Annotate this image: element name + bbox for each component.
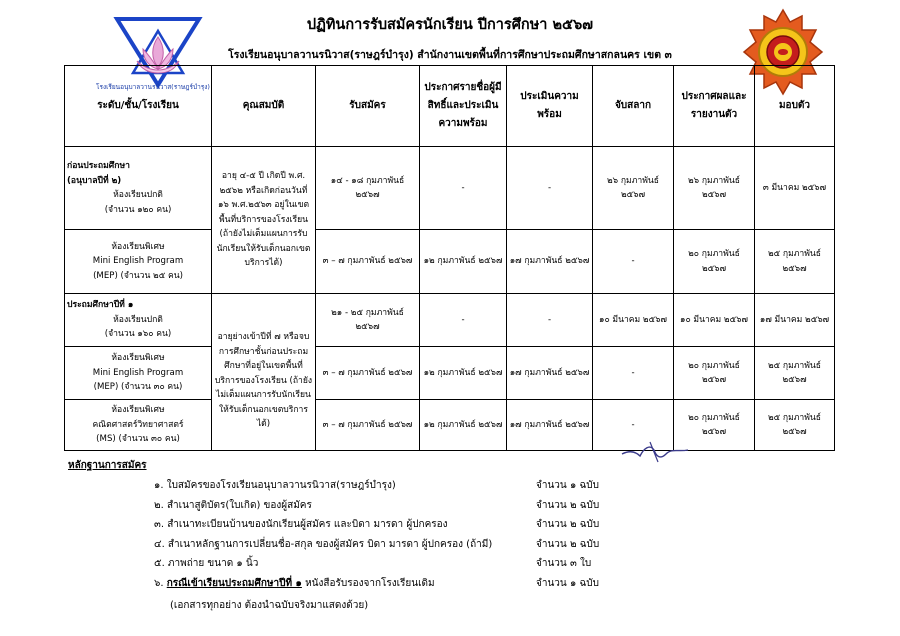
room-type: ห้องเรียนปกติ <box>113 314 163 325</box>
list-item <box>68 576 828 596</box>
lottery-cell: - <box>593 347 674 400</box>
room-detail: คณิตศาสตร์วิทยาศาสตร์ <box>92 419 184 430</box>
result-cell: ๑๐ มีนาคม ๒๕๖๗ <box>674 294 755 347</box>
apply-cell: ๓ – ๗ กุมภาพันธ์ ๒๕๖๗ <box>316 400 420 451</box>
room-count: (MEP) (จำนวน ๓๐ คน) <box>93 382 183 393</box>
documents-note: (เอกสารทุกอย่าง ต้องนำฉบับจริงมาแสดงด้วย) <box>170 600 369 611</box>
col-header-result: ประกาศผลและรายงานตัว <box>674 66 755 147</box>
schedule-table <box>64 65 835 451</box>
table-row <box>65 230 835 294</box>
document-qty: จำนวน ๑ ฉบับ <box>536 480 599 491</box>
room-count: (จำนวน ๑๒๐ คน) <box>104 204 172 215</box>
col-header-assess: ประเมินความพร้อม <box>507 66 593 147</box>
room-count: (MEP) (จำนวน ๒๕ คน) <box>93 270 183 281</box>
document-qty: จำนวน ๒ ฉบับ <box>536 519 600 530</box>
announce-cell: - <box>420 294 507 347</box>
page-subtitle: โรงเรียนอนุบาลวานรนิวาส(ราษฎร์บำรุง) สำนักงานเขตพื้นที่การศึกษาประถมศึกษาสกลนคร เขต ๓ <box>228 49 672 61</box>
table-row <box>65 147 835 230</box>
room-detail: Mini English Program <box>92 367 184 378</box>
col-header-lottery: จับสลาก <box>593 66 674 147</box>
result-cell: ๒๖ กุมภาพันธ์ ๒๕๖๗ <box>674 147 755 230</box>
table-header-row <box>65 66 835 147</box>
col-header-announce: ประกาศรายชื่อผู้มีสิทธิ์และประเมินความพร้อม <box>420 66 507 147</box>
lottery-cell: ๑๐ มีนาคม ๒๕๖๗ <box>593 294 674 347</box>
list-item <box>68 537 828 557</box>
col-header-level: ระดับ/ชั้น/โรงเรียน <box>65 66 212 147</box>
apply-cell: ๑๔ - ๑๘ กุมภาพันธ์ ๒๕๖๗ <box>316 147 420 230</box>
assess-cell: - <box>507 147 593 230</box>
level-subtitle: (อนุบาลปีที่ ๒) <box>67 175 122 186</box>
report-cell: ๑๗ มีนาคม ๒๕๖๗ <box>755 294 835 347</box>
lottery-cell: - <box>593 230 674 294</box>
assess-cell: ๑๗ กุมภาพันธ์ ๒๕๖๗ <box>507 230 593 294</box>
level-title: ประถมศึกษาปีที่ ๑ <box>67 300 134 311</box>
list-item <box>68 478 828 498</box>
document-item: ๒. สำเนาสูติบัตร(ใบเกิด) ของผู้สมัคร <box>154 499 312 511</box>
documents-section <box>68 458 828 611</box>
room-type: ห้องเรียนพิเศษ <box>111 241 165 252</box>
item6-underlined: กรณีเข้าเรียนประถมศึกษาปีที่ ๑ <box>166 577 302 589</box>
col-header-qualification: คุณสมบัติ <box>212 66 316 147</box>
document-item: ๕. ภาพถ่าย ขนาด ๑ นิ้ว <box>154 558 259 569</box>
level-cell <box>65 347 212 400</box>
apply-cell: ๓ – ๗ กุมภาพันธ์ ๒๕๖๗ <box>316 230 420 294</box>
report-cell: ๒๕ กุมภาพันธ์ ๒๕๖๗ <box>755 347 835 400</box>
qualification-cell: อายุ ๔-๕ ปี เกิดปี พ.ศ. ๒๕๖๒ หรือเกิดก่อนวันที่ ๑๖ พ.ศ.๒๕๖๓ อยู่ในเขตพื้นที่บริการของโรงเรียน (ถ้ายังไม่เต็มแผนการรับนักเรียนให้รับเด็กนอกเขตบริการได้) <box>212 147 316 294</box>
document-item <box>154 576 435 591</box>
document-qty: จำนวน ๑ ฉบับ <box>536 577 599 589</box>
level-cell <box>65 147 212 230</box>
room-detail: Mini English Program <box>92 256 184 267</box>
announce-cell: ๑๒ กุมภาพันธ์ ๒๕๖๗ <box>420 347 507 400</box>
assess-cell: ๑๗ กุมภาพันธ์ ๒๕๖๗ <box>507 400 593 451</box>
room-type: ห้องเรียนปกติ <box>113 190 163 200</box>
col-header-report: มอบตัว <box>755 66 835 147</box>
announce-cell: - <box>420 147 507 230</box>
document-item: ๔. สำเนาหลักฐานการเปลี่ยนชื่อ-สกุล ของผู้สมัคร บิดา มารดา ผู้ปกครอง (ถ้ามี) <box>154 538 493 550</box>
qualification-cell: อายุย่างเข้าปีที่ ๗ หรือจบการศึกษาชั้นก่อนประถมศึกษาที่อยู่ในเขตพื้นที่บริการของโรงเรียน (ถ้ายังไม่เต็มแผนการรับนักเรียนให้รับเด็กนอกเขตบริการได้) <box>212 294 316 451</box>
logo-caption: โรงเรียนอนุบาลวานรนิวาส(ราษฎร์บำรุง) <box>96 83 210 91</box>
apply-cell: ๒๑ - ๒๕ กุมภาพันธ์ ๒๕๖๗ <box>316 294 420 347</box>
lottery-cell: ๒๖ กุมภาพันธ์ ๒๕๖๗ <box>593 147 674 230</box>
level-cell <box>65 294 212 347</box>
report-cell: ๓ มีนาคม ๒๕๖๗ <box>755 147 835 230</box>
report-cell: ๒๕ กุมภาพันธ์ ๒๕๖๗ <box>755 400 835 451</box>
result-cell: ๒๐ กุมภาพันธ์ ๒๕๖๗ <box>674 230 755 294</box>
list-item <box>68 556 828 576</box>
document-item: ๑. ใบสมัครของโรงเรียนอนุบาลวานรนิวาส(ราษฎร์บำรุง) <box>154 480 396 491</box>
col-header-apply: รับสมัคร <box>316 66 420 147</box>
document-qty: จำนวน ๒ ฉบับ <box>536 499 600 511</box>
lottery-cell: - <box>593 400 674 451</box>
document-qty: จำนวน ๒ ฉบับ <box>536 538 600 550</box>
room-type: ห้องเรียนพิเศษ <box>111 353 165 364</box>
room-count: (จำนวน ๑๖๐ คน) <box>104 329 172 340</box>
assess-cell: ๑๗ กุมภาพันธ์ ๒๕๖๗ <box>507 347 593 400</box>
announce-cell: ๑๒ กุมภาพันธ์ ๒๕๖๗ <box>420 400 507 451</box>
document-qty: จำนวน ๓ ใบ <box>536 558 592 569</box>
assess-cell: - <box>507 294 593 347</box>
table-row <box>65 347 835 400</box>
apply-cell: ๓ – ๗ กุมภาพันธ์ ๒๕๖๗ <box>316 347 420 400</box>
document-item: ๓. สำเนาทะเบียนบ้านของนักเรียนผู้สมัคร และบิดา มารดา ผู้ปกครอง <box>154 519 448 530</box>
result-cell: ๒๐ กุมภาพันธ์ ๒๕๖๗ <box>674 400 755 451</box>
item6-prefix: ๖. <box>154 577 164 589</box>
table-row <box>65 400 835 451</box>
level-cell <box>65 400 212 451</box>
room-type: ห้องเรียนพิเศษ <box>111 405 165 416</box>
item6-rest: หนังสือรับรองจากโรงเรียนเดิม <box>305 577 435 589</box>
announce-cell: ๑๒ กุมภาพันธ์ ๒๕๖๗ <box>420 230 507 294</box>
level-cell <box>65 230 212 294</box>
result-cell: ๒๐ กุมภาพันธ์ ๒๕๖๗ <box>674 347 755 400</box>
room-count: (MS) (จำนวน ๓๐ คน) <box>96 434 180 445</box>
list-item <box>68 498 828 518</box>
documents-title: หลักฐานการสมัคร <box>68 460 147 471</box>
level-title: ก่อนประถมศึกษา <box>67 161 130 171</box>
page-title: ปฏิทินการรับสมัครนักเรียน ปีการศึกษา ๒๕๖๗ <box>306 17 594 33</box>
report-cell: ๒๕ กุมภาพันธ์ ๒๕๖๗ <box>755 230 835 294</box>
table-row <box>65 294 835 347</box>
list-item <box>68 517 828 537</box>
